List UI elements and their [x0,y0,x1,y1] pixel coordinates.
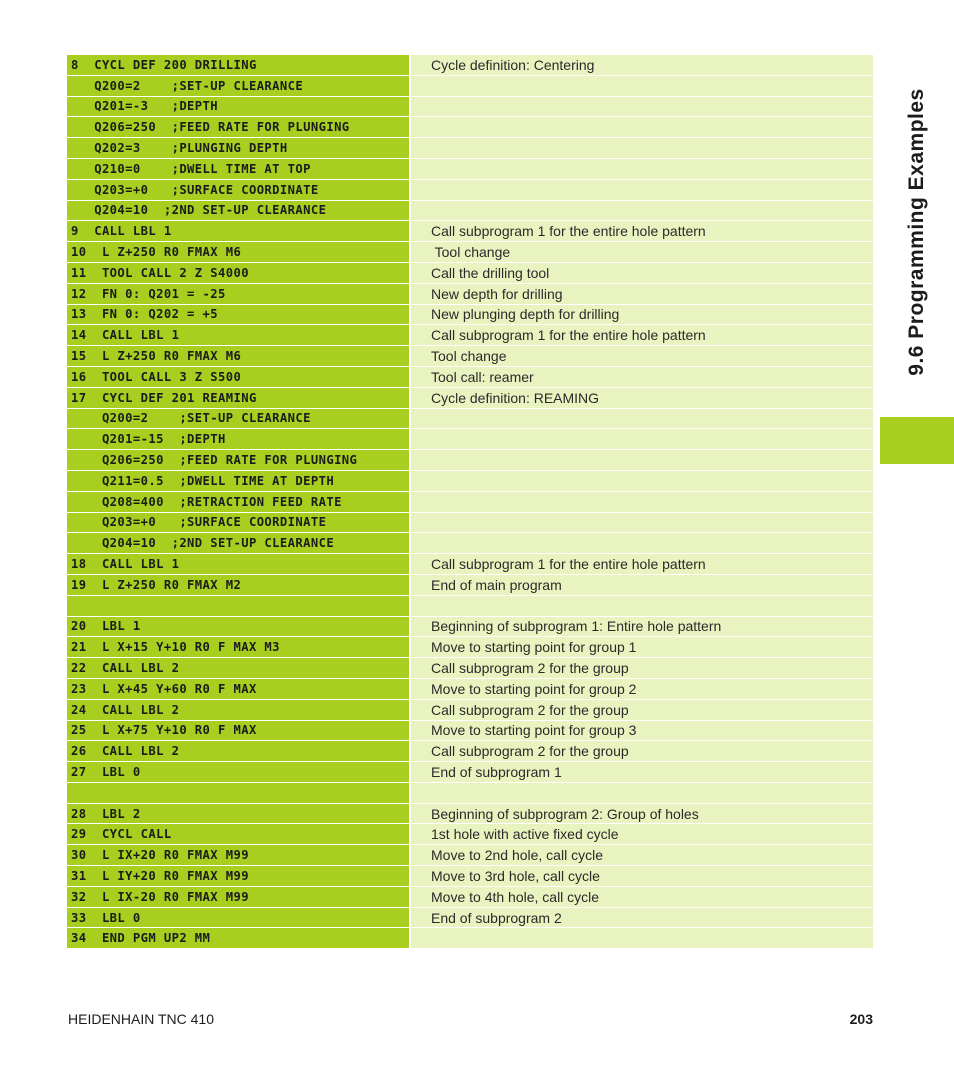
nc-code-cell: Q201=-3 ;DEPTH [67,96,409,117]
table-row [67,823,873,844]
table-row [67,720,873,741]
description-cell: Move to 3rd hole, call cycle [411,865,873,886]
description-cell [411,200,873,221]
nc-code-cell: Q203=+0 ;SURFACE COORDINATE [67,512,409,533]
nc-code-cell: Q208=400 ;RETRACTION FEED RATE [67,491,409,512]
description-cell: Move to starting point for group 2 [411,678,873,699]
nc-code-cell: 32 L IX-20 R0 FMAX M99 [67,886,409,907]
table-row [67,699,873,720]
description-cell: New depth for drilling [411,283,873,304]
nc-code-cell: Q206=250 ;FEED RATE FOR PLUNGING [67,449,409,470]
nc-code-cell: 11 TOOL CALL 2 Z S4000 [67,262,409,283]
table-row [67,283,873,304]
table-row [67,636,873,657]
description-cell: Tool call: reamer [411,366,873,387]
description-cell [411,491,873,512]
description-cell: Move to starting point for group 3 [411,720,873,741]
page-number: 203 [849,1011,873,1027]
table-row [67,304,873,325]
section-title-tab [880,54,954,409]
description-cell: New plunging depth for drilling [411,304,873,325]
description-cell [411,179,873,200]
nc-code-cell: Q206=250 ;FEED RATE FOR PLUNGING [67,116,409,137]
nc-code-cell: 10 L Z+250 R0 FMAX M6 [67,241,409,262]
table-row [67,761,873,782]
section-marker-tab [880,417,954,464]
description-cell [411,137,873,158]
description-cell: Move to 2nd hole, call cycle [411,844,873,865]
table-row [67,553,873,574]
nc-code-cell: 18 CALL LBL 1 [67,553,409,574]
table-row [67,865,873,886]
description-cell [411,408,873,429]
description-cell: Call subprogram 1 for the entire hole pattern [411,220,873,241]
nc-code-cell: 28 LBL 2 [67,803,409,824]
description-cell: Call subprogram 2 for the group [411,699,873,720]
description-cell: End of subprogram 1 [411,761,873,782]
nc-code-cell: 15 L Z+250 R0 FMAX M6 [67,345,409,366]
description-cell: Call subprogram 1 for the entire hole pattern [411,553,873,574]
nc-code-cell: 31 L IY+20 R0 FMAX M99 [67,865,409,886]
table-row [67,428,873,449]
table-row [67,262,873,283]
description-cell: Tool change [411,241,873,262]
nc-code-cell: 13 FN 0: Q202 = +5 [67,304,409,325]
table-row [67,470,873,491]
description-cell: Call subprogram 2 for the group [411,740,873,761]
nc-code-cell [67,595,409,616]
table-row [67,803,873,824]
description-cell: Move to starting point for group 1 [411,636,873,657]
description-cell [411,158,873,179]
nc-code-cell: 8 CYCL DEF 200 DRILLING [67,54,409,75]
nc-code-cell: Q203=+0 ;SURFACE COORDINATE [67,179,409,200]
table-row [67,532,873,553]
nc-code-cell: 9 CALL LBL 1 [67,220,409,241]
nc-code-cell: Q204=10 ;2ND SET-UP CLEARANCE [67,200,409,221]
table-row [67,116,873,137]
table-row [67,616,873,637]
table-row [67,366,873,387]
description-cell [411,532,873,553]
nc-code-cell: 27 LBL 0 [67,761,409,782]
table-row [67,54,873,75]
program-listing-table [67,54,873,948]
nc-code-cell: 30 L IX+20 R0 FMAX M99 [67,844,409,865]
nc-code-cell: 23 L X+45 Y+60 R0 F MAX [67,678,409,699]
nc-code-cell: 19 L Z+250 R0 FMAX M2 [67,574,409,595]
table-row [67,241,873,262]
table-row [67,844,873,865]
description-cell: Beginning of subprogram 2: Group of holes [411,803,873,824]
description-cell [411,428,873,449]
nc-code-cell: Q204=10 ;2ND SET-UP CLEARANCE [67,532,409,553]
table-row [67,408,873,429]
description-cell: Call the drilling tool [411,262,873,283]
table-row [67,907,873,928]
nc-code-cell: 26 CALL LBL 2 [67,740,409,761]
description-cell: Call subprogram 1 for the entire hole pattern [411,324,873,345]
table-row [67,220,873,241]
table-row [67,387,873,408]
description-cell: 1st hole with active fixed cycle [411,823,873,844]
nc-code-cell: 17 CYCL DEF 201 REAMING [67,387,409,408]
description-cell: Call subprogram 2 for the group [411,657,873,678]
nc-code-cell: Q200=2 ;SET-UP CLEARANCE [67,75,409,96]
nc-code-cell: 25 L X+75 Y+10 R0 F MAX [67,720,409,741]
nc-code-cell: Q201=-15 ;DEPTH [67,428,409,449]
description-cell: Tool change [411,345,873,366]
nc-code-cell: 22 CALL LBL 2 [67,657,409,678]
table-row [67,200,873,221]
table-row [67,491,873,512]
nc-code-cell: 21 L X+15 Y+10 R0 F MAX M3 [67,636,409,657]
table-row [67,96,873,117]
table-row [67,657,873,678]
nc-code-cell: 29 CYCL CALL [67,823,409,844]
table-row [67,449,873,470]
nc-code-cell: 14 CALL LBL 1 [67,324,409,345]
table-row [67,158,873,179]
description-cell: Cycle definition: REAMING [411,387,873,408]
description-cell [411,96,873,117]
description-cell [411,116,873,137]
description-cell [411,75,873,96]
nc-code-cell: 24 CALL LBL 2 [67,699,409,720]
nc-code-cell: Q202=3 ;PLUNGING DEPTH [67,137,409,158]
description-cell: Move to 4th hole, call cycle [411,886,873,907]
table-row [67,574,873,595]
description-cell: End of subprogram 2 [411,907,873,928]
table-row [67,782,873,803]
table-row [67,324,873,345]
table-row [67,678,873,699]
table-row [67,137,873,158]
description-cell [411,927,873,948]
description-cell [411,449,873,470]
description-cell [411,470,873,491]
description-cell: End of main program [411,574,873,595]
table-row [67,179,873,200]
nc-code-cell: Q211=0.5 ;DWELL TIME AT DEPTH [67,470,409,491]
table-row [67,595,873,616]
nc-code-cell: Q210=0 ;DWELL TIME AT TOP [67,158,409,179]
description-cell [411,512,873,533]
nc-code-cell: Q200=2 ;SET-UP CLEARANCE [67,408,409,429]
table-row [67,740,873,761]
table-row [67,886,873,907]
nc-code-cell: 34 END PGM UP2 MM [67,927,409,948]
nc-code-cell: 20 LBL 1 [67,616,409,637]
description-cell: Beginning of subprogram 1: Entire hole pattern [411,616,873,637]
table-row [67,345,873,366]
table-row [67,75,873,96]
description-cell [411,782,873,803]
nc-code-cell: 16 TOOL CALL 3 Z S500 [67,366,409,387]
nc-code-cell [67,782,409,803]
nc-code-cell: 12 FN 0: Q201 = -25 [67,283,409,304]
table-row [67,512,873,533]
nc-code-cell: 33 LBL 0 [67,907,409,928]
footer-product-name: HEIDENHAIN TNC 410 [68,1011,215,1027]
table-row [67,927,873,948]
section-title: 9.6 Programming Examples [905,87,928,376]
description-cell [411,595,873,616]
description-cell: Cycle definition: Centering [411,54,873,75]
